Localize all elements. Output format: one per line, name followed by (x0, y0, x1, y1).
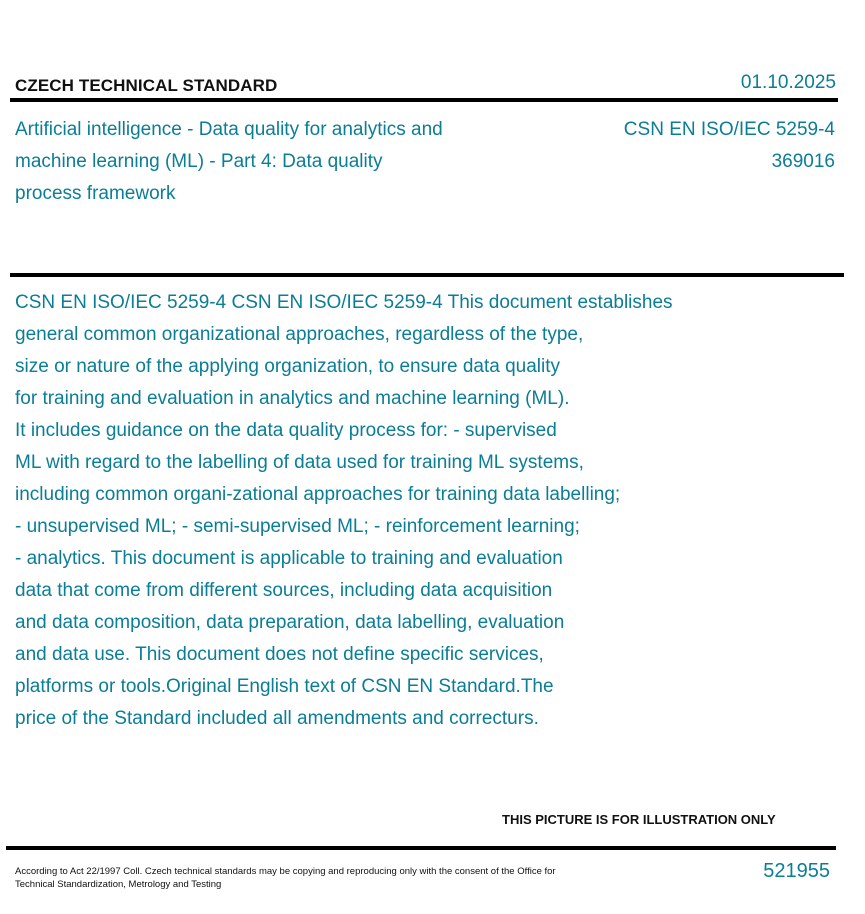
standard-number: 369016 (771, 151, 835, 172)
publication-date: 01.10.2025 (740, 72, 836, 93)
standard-code: CSN EN ISO/IEC 5259-4 (623, 119, 835, 140)
header-divider (10, 98, 838, 102)
standard-description: CSN EN ISO/IEC 5259-4 CSN EN ISO/IEC 5259-4 This document establishes general common organizational approaches, regardless of the type, size or nature of the applying organization, to ensure data quality for training and evaluation in analytics and machine learning (ML). It includes guidance on the data quality process for: - supervised ML with regard to the labelling of data used for training ML systems, including common organi-zational approaches for training data labelling; - unsupervised ML; - semi-supervised ML; - reinforcement learning; - analytics. This document is applicable to training and evaluation data that come from different sources, including data acquisition and data composition, data preparation, data labelling, evaluation and data use. This document does not define specific services, platforms or tools.Original English text of CSN EN Standard.The price of the Standard included all amendments and correcturs. (15, 292, 673, 729)
document-type-label: CZECH TECHNICAL STANDARD (15, 76, 278, 95)
standard-code-block (624, 114, 835, 178)
standard-title: Artificial intelligence - Data quality for analytics and machine learning (ML) - Part 4: Data quality process framework (15, 119, 443, 204)
footer-divider (6, 846, 836, 850)
title-divider (10, 273, 844, 277)
catalog-number: 521955 (763, 860, 830, 882)
illustration-note: THIS PICTURE IS FOR ILLUSTRATION ONLY (502, 812, 776, 827)
legal-notice: According to Act 22/1997 Coll. Czech technical standards may be copying and reproducing only with the consent of the Office for Technical Standardization, Metrology and Testing (15, 866, 556, 890)
